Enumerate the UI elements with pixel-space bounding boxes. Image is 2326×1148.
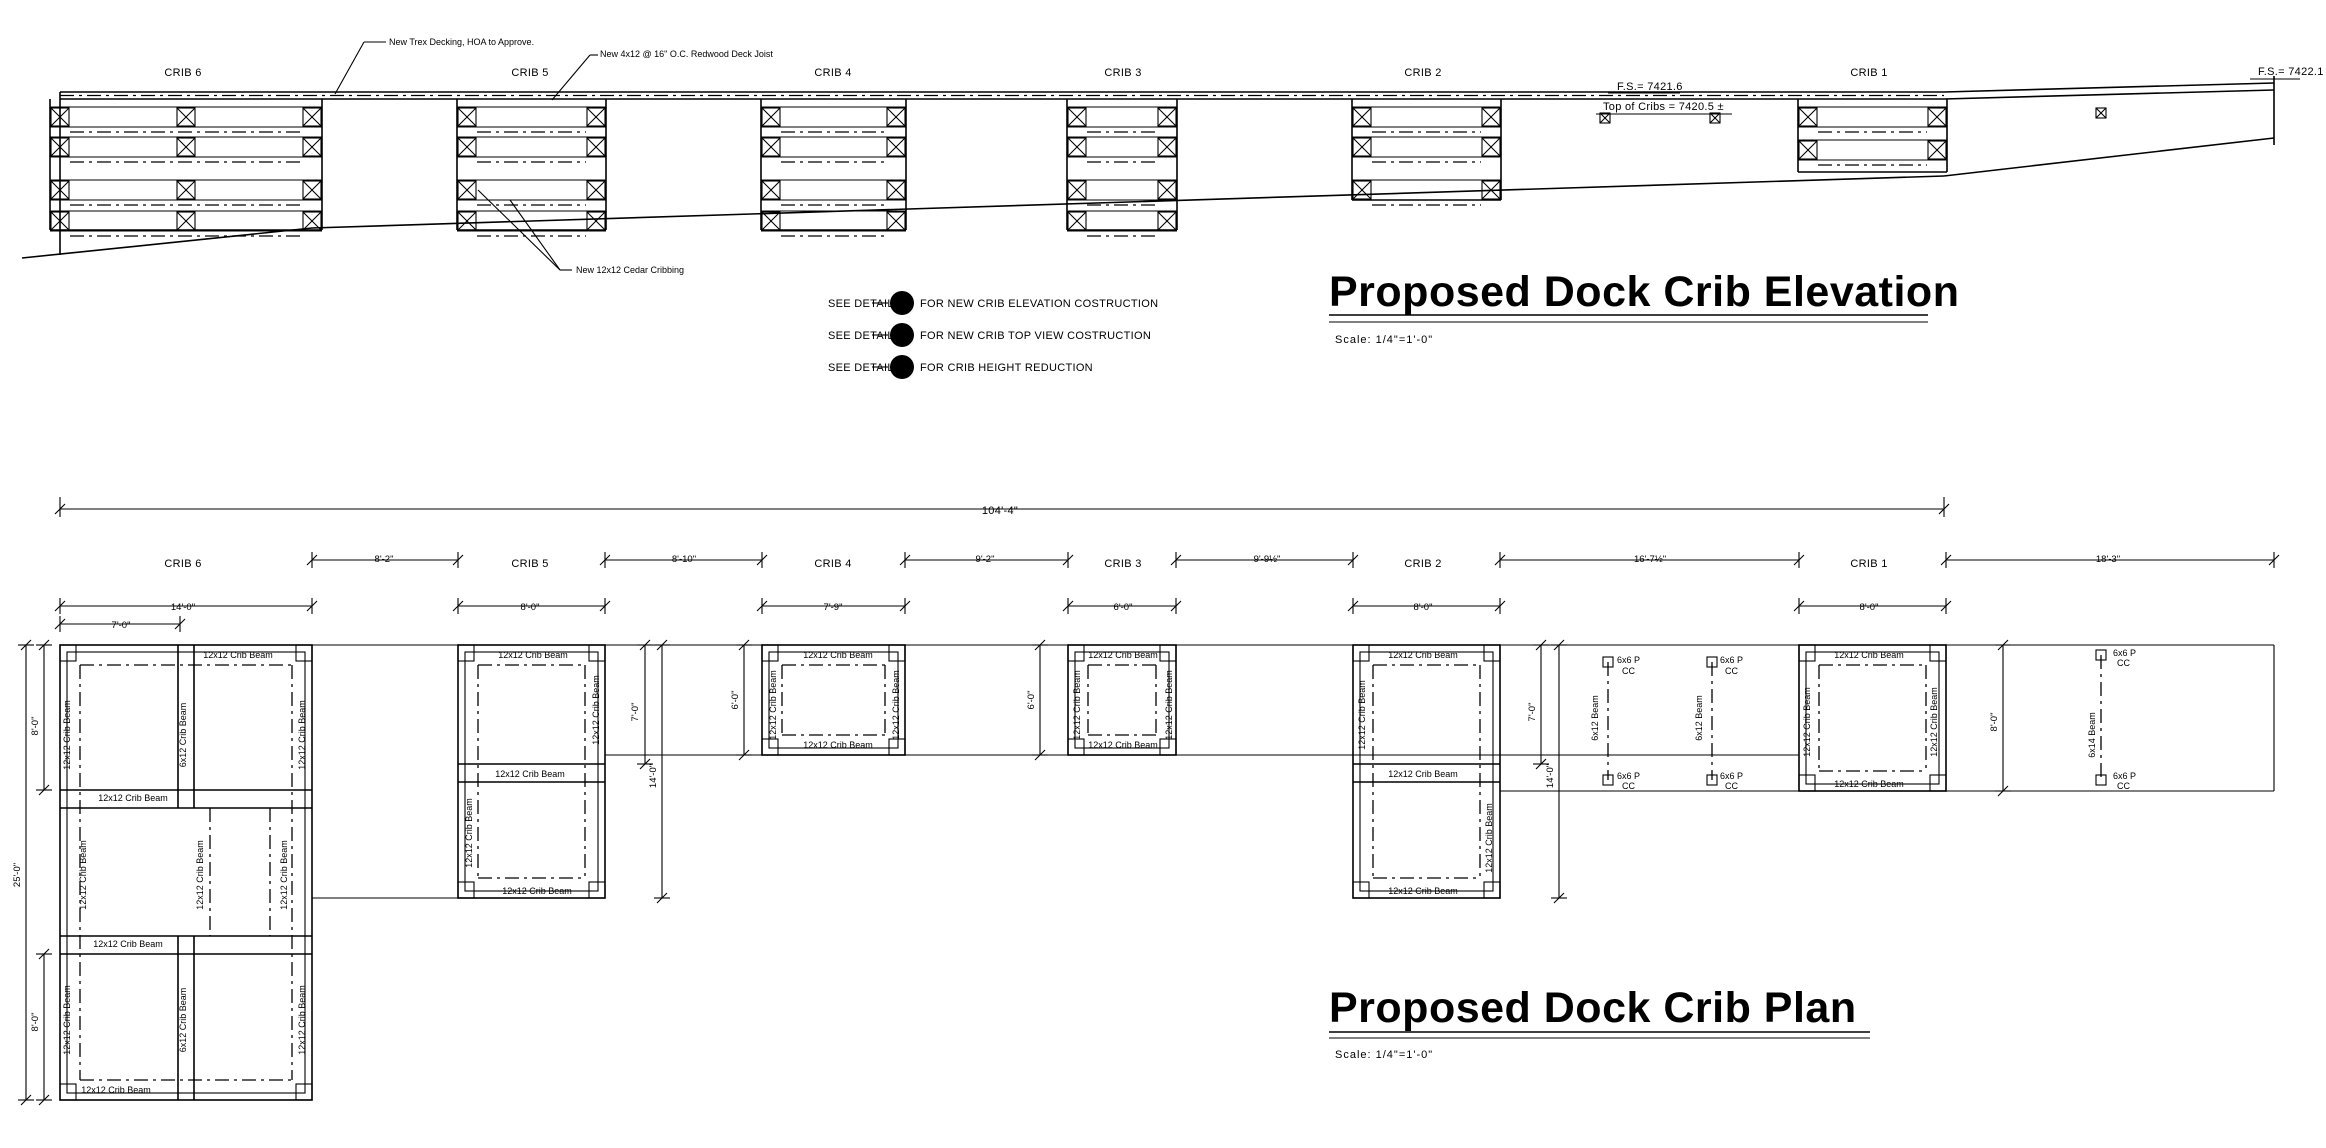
beam-label: 12x12 Crib Beam bbox=[62, 700, 72, 770]
elevation-title: Proposed Dock Crib Elevation bbox=[1329, 268, 1960, 316]
detail1-num: 1 bbox=[899, 293, 905, 303]
beam-label: 12x12 Crib Beam bbox=[1929, 687, 1939, 757]
beam-label: 12x12 Crib Beam bbox=[495, 769, 565, 779]
crib-corner bbox=[589, 882, 605, 898]
plan-crib5-label: CRIB 5 bbox=[511, 558, 549, 570]
width-dim-crib3: 6'-0" bbox=[1113, 602, 1133, 613]
lake-bottom bbox=[312, 176, 1944, 228]
gap-dim-6: 18'-3" bbox=[2095, 554, 2121, 565]
beam-label: 12x12 Crib Beam bbox=[1388, 886, 1458, 896]
beam-label: 12x12 Crib Beam bbox=[1088, 740, 1158, 750]
crib-corner bbox=[1068, 645, 1084, 661]
beam-label: 12x12 Crib Beam bbox=[297, 985, 307, 1055]
crib-corner bbox=[296, 645, 312, 661]
beam-label: 12x12 Crib Beam bbox=[1072, 670, 1082, 740]
beam-label: 12x12 Crib Beam bbox=[891, 670, 901, 740]
crib-corner bbox=[589, 645, 605, 661]
crib-corner bbox=[889, 739, 905, 755]
crib-inner bbox=[1075, 652, 1169, 748]
note-trex-decking: New Trex Decking, HOA to Approve. bbox=[389, 37, 535, 47]
detail1-text: FOR NEW CRIB ELEVATION COSTRUCTION bbox=[920, 298, 1159, 310]
beam-label: 12x12 Crib Beam bbox=[1834, 650, 1904, 660]
beam-label: 12x12 Crib Beam bbox=[1088, 650, 1158, 660]
post-label: 6x6 P bbox=[2113, 771, 2137, 781]
beam-label: 12x12 Crib Beam bbox=[203, 650, 273, 660]
lake-bottom bbox=[1944, 138, 2274, 176]
detail3-text: FOR CRIB HEIGHT REDUCTION bbox=[920, 362, 1093, 374]
beam-label: 12x12 Crib Beam bbox=[279, 840, 289, 910]
fs-right-label: F.S.= 7422.1 bbox=[2258, 66, 2324, 78]
note-cedar-cribbing: New 12x12 Cedar Cribbing bbox=[576, 265, 685, 275]
crib-outline bbox=[1799, 645, 1946, 791]
beam-label: 12x12 Crib Beam bbox=[1802, 687, 1812, 757]
detail3-prefix: SEE DETAIL bbox=[828, 362, 894, 374]
crib-corner bbox=[1484, 645, 1500, 661]
stringer-label: 6x14 Beam bbox=[2087, 712, 2097, 758]
beam-label: 12x12 Crib Beam bbox=[297, 700, 307, 770]
sub-width-dim: 7'-0" bbox=[111, 620, 131, 631]
crib-corner bbox=[1353, 645, 1369, 661]
beam-label: 6x12 Crib Beam bbox=[178, 702, 188, 768]
overall-dimension: 104'-4" bbox=[981, 505, 1019, 517]
beam-label: 12x12 Crib Beam bbox=[498, 650, 568, 660]
detail1-prefix: SEE DETAIL bbox=[828, 298, 894, 310]
crib-corner bbox=[1799, 645, 1815, 661]
plan-crib6-label: CRIB 6 bbox=[164, 558, 202, 570]
gap-dim-4: 9'-9½" bbox=[1253, 554, 1281, 565]
cc-label: CC bbox=[1622, 781, 1635, 791]
beam-label: 12x12 Crib Beam bbox=[195, 840, 205, 910]
detail2-num: 2 bbox=[899, 325, 905, 335]
beam-label: 12x12 Crib Beam bbox=[81, 1085, 151, 1095]
elev-crib5-label: CRIB 5 bbox=[511, 67, 549, 79]
crib-corner bbox=[1160, 739, 1176, 755]
post-label: 6x6 P bbox=[1720, 655, 1744, 665]
lake-bottom bbox=[22, 228, 312, 258]
elev-crib6-label: CRIB 6 bbox=[164, 67, 202, 79]
crib-inner bbox=[769, 652, 898, 748]
width-dim-crib4: 7'-9" bbox=[823, 602, 843, 613]
beam-label: 12x12 Crib Beam bbox=[768, 670, 778, 740]
plan-crib4-label: CRIB 4 bbox=[814, 558, 852, 570]
beam-label: 12x12 Crib Beam bbox=[803, 650, 873, 660]
vdim-7a: 7'-0" bbox=[630, 702, 641, 722]
gap-dim-5: 16'-7½" bbox=[1633, 554, 1667, 565]
cc-label: CC bbox=[2117, 781, 2130, 791]
vdim-14b: 14'-0" bbox=[1545, 763, 1556, 789]
crib-corner bbox=[762, 739, 778, 755]
detail3-sheet: D2 bbox=[896, 369, 908, 379]
vdim-14a: 14'-0" bbox=[648, 763, 659, 789]
crib-corner bbox=[60, 645, 76, 661]
crib-corner bbox=[296, 1084, 312, 1100]
elev-crib3-label: CRIB 3 bbox=[1104, 67, 1142, 79]
detail1-sheet: D2 bbox=[896, 305, 908, 315]
gap-dim-3: 9'-2" bbox=[975, 554, 995, 565]
crib-corner bbox=[60, 1084, 76, 1100]
vdim-25: 25'-0" bbox=[12, 862, 23, 888]
plan-view bbox=[18, 497, 2279, 1105]
beam-label: 12x12 Crib Beam bbox=[591, 675, 601, 745]
crib-corner bbox=[1160, 645, 1176, 661]
beam-label: 12x12 Crib Beam bbox=[803, 740, 873, 750]
post-label: 6x6 P bbox=[1617, 655, 1641, 665]
vdim-7b: 7'-0" bbox=[1527, 702, 1538, 722]
stringer-label: 6x12 Beam bbox=[1590, 695, 1600, 741]
top-of-cribs-label: Top of Cribs = 7420.5 ± bbox=[1603, 101, 1724, 113]
plan-crib2-label: CRIB 2 bbox=[1404, 558, 1442, 570]
width-dim-crib1: 8'-0" bbox=[1859, 602, 1879, 613]
elev-crib4-label: CRIB 4 bbox=[814, 67, 852, 79]
vdim-6a: 6'-0" bbox=[730, 690, 741, 710]
plan-crib3-label: CRIB 3 bbox=[1104, 558, 1142, 570]
crib-corner bbox=[1068, 739, 1084, 755]
detail2-prefix: SEE DETAIL bbox=[828, 330, 894, 342]
beam-label: 12x12 Crib Beam bbox=[1357, 680, 1367, 750]
vdim-8c: 8'-0" bbox=[1989, 712, 2000, 732]
elev-crib1-label: CRIB 1 bbox=[1850, 67, 1888, 79]
plan-scale: Scale: 1/4"=1'-0" bbox=[1335, 1049, 1434, 1061]
post-label: 6x6 P bbox=[2113, 648, 2137, 658]
post-label: 6x6 P bbox=[1617, 771, 1641, 781]
elevation-view bbox=[22, 42, 2300, 379]
beam-label: 12x12 Crib Beam bbox=[1388, 769, 1458, 779]
cc-label: CC bbox=[2117, 658, 2130, 668]
crib-corner bbox=[458, 645, 474, 661]
detail2-text: FOR NEW CRIB TOP VIEW COSTRUCTION bbox=[920, 330, 1152, 342]
beam-label: 12x12 Crib Beam bbox=[1388, 650, 1458, 660]
crib-corner bbox=[889, 645, 905, 661]
leader-joist bbox=[552, 55, 590, 100]
width-dim-crib6: 14'-0" bbox=[170, 602, 196, 613]
crib-corner bbox=[1799, 775, 1815, 791]
beam-label: 12x12 Crib Beam bbox=[62, 985, 72, 1055]
crib-inner bbox=[1806, 652, 1939, 784]
crib-corner bbox=[762, 645, 778, 661]
crib-corner bbox=[1930, 775, 1946, 791]
cc-label: CC bbox=[1622, 666, 1635, 676]
elevation-scale: Scale: 1/4"=1'-0" bbox=[1335, 334, 1434, 346]
gap-dim-1: 8'-2" bbox=[374, 554, 394, 565]
elev-crib2-label: CRIB 2 bbox=[1404, 67, 1442, 79]
beam-label: 12x12 Crib Beam bbox=[464, 798, 474, 868]
vdim-8a: 8'-0" bbox=[30, 716, 41, 736]
width-dim-crib2: 8'-0" bbox=[1413, 602, 1433, 613]
note-deck-joist: New 4x12 @ 16" O.C. Redwood Deck Joist bbox=[600, 49, 773, 59]
vdim-6b: 6'-0" bbox=[1026, 690, 1037, 710]
beam-label: 6x12 Crib Beam bbox=[178, 987, 188, 1053]
beam-label: 12x12 Crib Beam bbox=[98, 793, 168, 803]
vdim-8b: 8'-0" bbox=[30, 1012, 41, 1032]
beam-label: 12x12 Crib Beam bbox=[1164, 670, 1174, 740]
width-dim-crib5: 8'-0" bbox=[520, 602, 540, 613]
beam-label: 12x12 Crib Beam bbox=[1834, 779, 1904, 789]
leader-decking bbox=[335, 42, 364, 94]
fs-left-label: F.S.= 7421.6 bbox=[1617, 81, 1683, 93]
detail2-sheet: D2 bbox=[896, 337, 908, 347]
beam-label: 12x12 Crib Beam bbox=[1484, 803, 1494, 873]
beam-label: 12x12 Crib Beam bbox=[502, 886, 572, 896]
crib-corner bbox=[458, 882, 474, 898]
post-label: 6x6 P bbox=[1720, 771, 1744, 781]
detail3-num: 3 bbox=[899, 357, 905, 367]
beam-label: 12x12 Crib Beam bbox=[78, 840, 88, 910]
beam-label: 12x12 Crib Beam bbox=[93, 939, 163, 949]
gap-dim-2: 8'-10" bbox=[671, 554, 697, 565]
crib-corner bbox=[1353, 882, 1369, 898]
cc-label: CC bbox=[1725, 666, 1738, 676]
crib-outline bbox=[762, 645, 905, 755]
plan-title: Proposed Dock Crib Plan bbox=[1329, 984, 1857, 1032]
plan-crib1-label: CRIB 1 bbox=[1850, 558, 1888, 570]
stringer-label: 6x12 Beam bbox=[1694, 695, 1704, 741]
crib-corner bbox=[1930, 645, 1946, 661]
crib-corner bbox=[1484, 882, 1500, 898]
cc-label: CC bbox=[1725, 781, 1738, 791]
